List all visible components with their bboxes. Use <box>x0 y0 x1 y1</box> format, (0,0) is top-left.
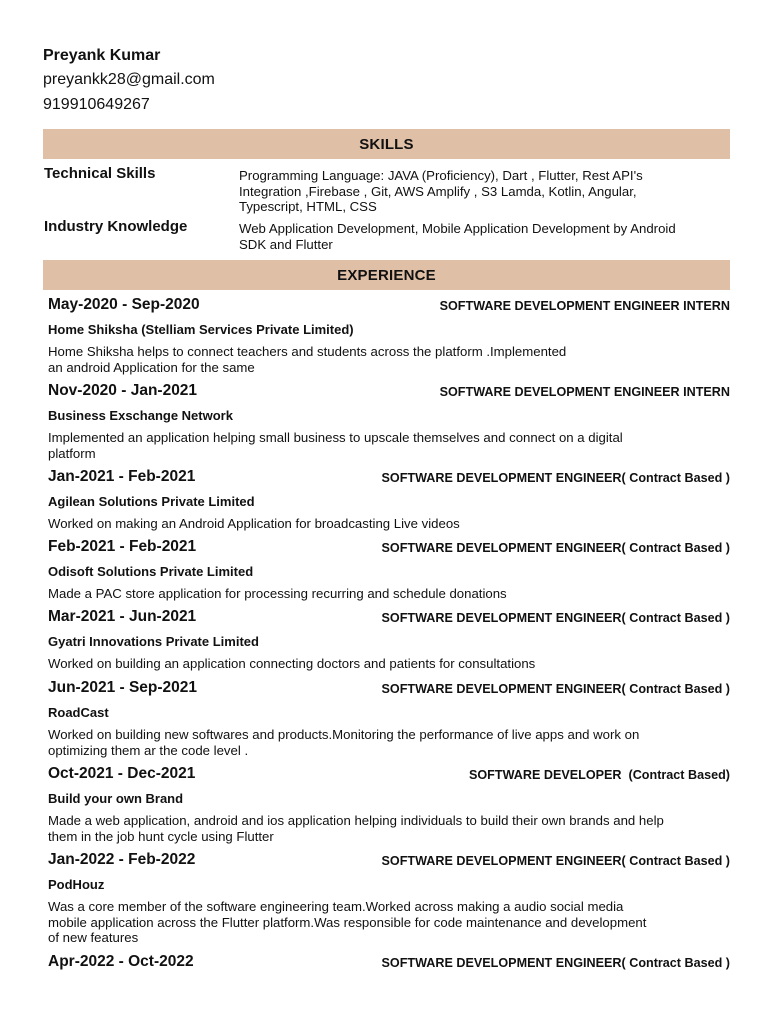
description-line: Worked on making an Android Application for broadcasting Live videos <box>48 516 460 531</box>
experience-date: Mar-2021 - Jun-2021 <box>48 608 197 625</box>
description-line: an android Application for the same <box>48 359 255 375</box>
description-line: them in the job hunt cycle using Flutter <box>48 828 274 844</box>
experience-heading: EXPERIENCE <box>43 260 730 290</box>
experience-role: SOFTWARE DEVELOPMENT ENGINEER INTERN <box>439 385 730 399</box>
experience-date: Apr-2022 - Oct-2022 <box>48 953 194 970</box>
description-line: Made a web application, android and ios application helping individuals to build their own brands and help <box>48 813 664 828</box>
contact-block <box>43 45 215 117</box>
experience-role: SOFTWARE DEVELOPMENT ENGINEER( Contract Based ) <box>381 541 730 555</box>
experience-date: Oct-2021 - Dec-2021 <box>48 765 196 782</box>
experience-role: SOFTWARE DEVELOPMENT ENGINEER( Contract Based ) <box>381 471 730 485</box>
skills-heading: SKILLS <box>43 129 730 159</box>
experience-company: Agilean Solutions Private Limited <box>48 494 255 509</box>
experience-date: May-2020 - Sep-2020 <box>48 296 200 313</box>
description-line: Worked on building an application connecting doctors and patients for consultations <box>48 656 536 671</box>
description-line: mobile application across the Flutter platform.Was responsible for code maintenance and development <box>48 914 647 930</box>
industry-knowledge-line: Web Application Development, Mobile Application Development by Android <box>239 221 676 236</box>
experience-description <box>48 586 728 602</box>
experience-role: SOFTWARE DEVELOPER (Contract Based) <box>468 768 730 782</box>
description-line: Made a PAC store application for processing recurring and schedule donations <box>48 586 507 601</box>
phone-number: 919910649267 <box>43 96 150 113</box>
experience-company: RoadCast <box>48 705 109 720</box>
technical-skills-row <box>44 165 730 213</box>
experience-role: SOFTWARE DEVELOPMENT ENGINEER( Contract Based ) <box>381 956 730 970</box>
experience-role: SOFTWARE DEVELOPMENT ENGINEER( Contract Based ) <box>381 854 730 868</box>
experience-description <box>48 430 728 461</box>
experience-description <box>48 344 728 375</box>
technical-skills-text <box>239 168 729 215</box>
experience-date: Jun-2021 - Sep-2021 <box>48 679 198 696</box>
description-line: platform <box>48 445 96 461</box>
description-line: Implemented an application helping small business to upscale themselves and connect on a digital <box>48 430 623 445</box>
experience-date: Jan-2022 - Feb-2022 <box>48 851 196 868</box>
description-line: optimizing them ar the code level . <box>48 742 249 758</box>
description-line: Worked on building new softwares and products.Monitoring the performance of live apps and work on <box>48 727 640 742</box>
experience-company: Gyatri Innovations Private Limited <box>48 634 259 649</box>
experience-description <box>48 656 728 672</box>
experience-description <box>48 899 728 946</box>
experience-date: Nov-2020 - Jan-2021 <box>48 382 198 399</box>
experience-date: Jan-2021 - Feb-2021 <box>48 468 196 485</box>
description-line: Was a core member of the software engineering team.Worked across making a audio social media <box>48 899 624 914</box>
experience-company: Odisoft Solutions Private Limited <box>48 564 254 579</box>
description-line: Home Shiksha helps to connect teachers and students across the platform .Implemented <box>48 344 567 359</box>
experience-role: SOFTWARE DEVELOPMENT ENGINEER( Contract Based ) <box>381 682 730 696</box>
experience-company: Home Shiksha (Stelliam Services Private Limited) <box>48 322 354 337</box>
experience-description <box>48 813 728 844</box>
experience-date: Feb-2021 - Feb-2021 <box>48 538 197 555</box>
experience-role: SOFTWARE DEVELOPMENT ENGINEER( Contract Based ) <box>381 611 730 625</box>
industry-knowledge-row <box>44 218 730 252</box>
experience-description <box>48 727 728 758</box>
technical-skills-line: Integration ,Firebase , Git, AWS Amplify , S3 Lamda, Kotlin, Angular, <box>239 183 637 199</box>
candidate-name: Preyank Kumar <box>43 47 161 64</box>
experience-company: PodHouz <box>48 877 105 892</box>
experience-company: Build your own Brand <box>48 791 184 806</box>
industry-knowledge-line: SDK and Flutter <box>239 236 333 252</box>
technical-skills-line: Typescript, HTML, CSS <box>239 199 377 214</box>
technical-skills-line: Programming Language: JAVA (Proficiency), Dart , Flutter, Rest API's <box>239 168 643 183</box>
email-address: preyankk28@gmail.com <box>43 71 215 88</box>
industry-knowledge-label: Industry Knowledge <box>44 218 188 235</box>
technical-skills-label: Technical Skills <box>44 165 156 182</box>
experience-role: SOFTWARE DEVELOPMENT ENGINEER INTERN <box>439 299 730 313</box>
industry-knowledge-text <box>239 221 729 252</box>
experience-description <box>48 516 728 532</box>
experience-company: Business Exschange Network <box>48 408 233 423</box>
description-line: of new features <box>48 930 139 946</box>
